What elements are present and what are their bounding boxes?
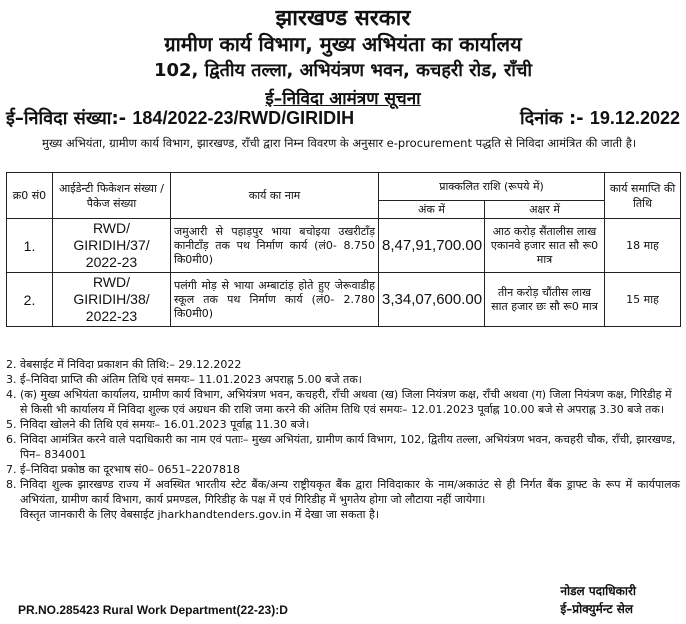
ref-number: 184/2022-23/RWD/GIRIDIH bbox=[132, 108, 355, 128]
note-item: 8. निविदा शुल्क झारखण्ड राज्य में अवस्थित भारतीय स्टेट बैंक/अन्य राष्ट्रीयकृत बैंक द्वारा निविदाकार के नाम/अकाउंट से ही निर्गत बैंक ड्राफ्ट के रूप में कार्यपालक अभियंता, ग्रामीण कार्य विभाग, कार्य प्रमण्डल, गिरिडीह के पक्ष में एवं गिरिडीह में भुगतेय होगा जो लौटाया नहीं जायेगा। bbox=[6, 478, 680, 506]
note-item: 7. ई–निविदा प्रकोष्ठ का दूरभाष सं0– 0651–2207818 bbox=[6, 463, 241, 476]
row-id: RWD/ GIRIDIH/37/ 2022-23 bbox=[53, 219, 171, 273]
header-id: आईडेन्टी फिकेशन संख्या / पैकेज संख्या bbox=[53, 173, 171, 219]
nodal-officer-signature bbox=[560, 582, 636, 618]
pr-number: PR.NO.285423 Rural Work Department(22-23):D bbox=[18, 603, 288, 617]
row-amount-words: तीन करोड़ चौंतीस लाख सात हजार छः सौ रू0 मात्र bbox=[485, 273, 605, 327]
date-label: दिनांक :- bbox=[519, 108, 584, 129]
notice-date bbox=[520, 106, 680, 130]
reference-line bbox=[6, 106, 680, 132]
row-serial: 1. bbox=[7, 219, 53, 273]
office-address: 102, द्वितीय तल्ला, अभियंत्रण भवन, कचहरी रोड, राँची bbox=[153, 60, 533, 81]
row-amount-figures: 8,47,91,700.00 bbox=[379, 219, 485, 273]
row-amount-words: आठ करोड़ सैंतालीस लाख एकानवे हजार सात सौ रू0 मात्र bbox=[485, 219, 605, 273]
note-item: 4. (क) मुख्य अभियंता कार्यालय, ग्रामीण कार्य विभाग, अभियंत्रण भवन, कचहरी, राँची अथवा (ख) जिला नियंत्रण कक्ष, राँची अथवा (ग) जिला नियंत्रण कक्ष, गिरिडीह में से किसी भी कार्यालय में निविदा शुल्क एवं अग्रधन की राशि जमा करने की अंतिम तिथि एवं समयः– 12.01.2023 पूर्वाह्न 10.00 बजे से अपराह्न 3.30 बजे तक। bbox=[6, 388, 672, 416]
note-item: 6. निविदा आमंत्रित करने वाले पदाधिकारी का नाम एवं पताः– मुख्य अभियंता, ग्रामीण कार्य विभाग, 102, द्वितीय तल्ला, अभियंत्रण भवन, कचहरी चौक, राँची, झारखण्ड, पिन– 834001 bbox=[6, 433, 676, 461]
notes-list bbox=[6, 357, 680, 522]
row-serial: 2. bbox=[7, 273, 53, 327]
header-figures: अंक में bbox=[379, 201, 485, 219]
row-completion: 15 माह bbox=[605, 273, 681, 327]
website-note: विस्तृत जानकारी के लिए वेबसाईट jharkhandtenders.gov.in में देखा जा सकता है। bbox=[20, 508, 380, 521]
header-serial: क्र0 सं0 bbox=[7, 173, 53, 219]
ref-label: ई–निविदा संख्या:- bbox=[6, 108, 127, 129]
header-estimate: प्राक्कलित राशि (रूपये में) bbox=[379, 173, 605, 201]
note-item: 2. वेबसाईट में निविदा प्रकाशन की तिथि:– 29.12.2022 bbox=[6, 358, 242, 371]
office-title: ग्रामीण कार्य विभाग, मुख्य अभियंता का कार्यालय bbox=[164, 32, 522, 56]
header-work: कार्य का नाम bbox=[171, 173, 379, 219]
tender-table bbox=[6, 172, 681, 327]
header-completion: कार्य समाप्ति की तिथि bbox=[605, 173, 681, 219]
procurement-cell: ई–प्रोक्युर्मन्ट सेल bbox=[560, 602, 633, 616]
row-work: पलंगी मोड़ से भाया अम्बाटांड़ होते हुए जेरूवाडीह स्कूल तक पथ निर्माण कार्य (लं0- 2.780 कि0मी0) bbox=[171, 273, 379, 327]
row-amount-figures: 3,34,07,600.00 bbox=[379, 273, 485, 327]
date-value: 19.12.2022 bbox=[589, 108, 680, 128]
note-item: 3. ई–निविदा प्राप्ति की अंतिम तिथि एवं समयः– 11.01.2023 अपराह्न 5.00 बजे तक। bbox=[6, 373, 362, 386]
table-row bbox=[7, 273, 681, 327]
note-item: 5. निविदा खोलने की तिथि एवं समयः– 16.01.2023 पूर्वाह्न 11.30 बजे। bbox=[6, 418, 310, 431]
header-words: अक्षर में bbox=[485, 201, 605, 219]
govt-title: झारखण्ड सरकार bbox=[275, 6, 411, 31]
intro-paragraph: मुख्य अभियंता, ग्रामीण कार्य विभाग, झारखण्ड, राँची द्वारा निम्न विवरण के अनुसार e-procurement पद्धति से निविदा आमंत्रित की जाती है। bbox=[42, 136, 637, 150]
row-work: जमुआरी से पहाड़पुर भाया बचोइया उखरीटाँड़ कानीटाँड़ तक पथ निर्माण कार्य (लं0- 8.750 कि0मी0) bbox=[171, 219, 379, 273]
row-id: RWD/ GIRIDIH/38/ 2022-23 bbox=[53, 273, 171, 327]
notice-heading: ई–निविदा आमंत्रण सूचना bbox=[265, 89, 421, 109]
nodal-officer-title: नोडल पदाधिकारी bbox=[560, 584, 636, 598]
row-completion: 18 माह bbox=[605, 219, 681, 273]
table-row bbox=[7, 219, 681, 273]
